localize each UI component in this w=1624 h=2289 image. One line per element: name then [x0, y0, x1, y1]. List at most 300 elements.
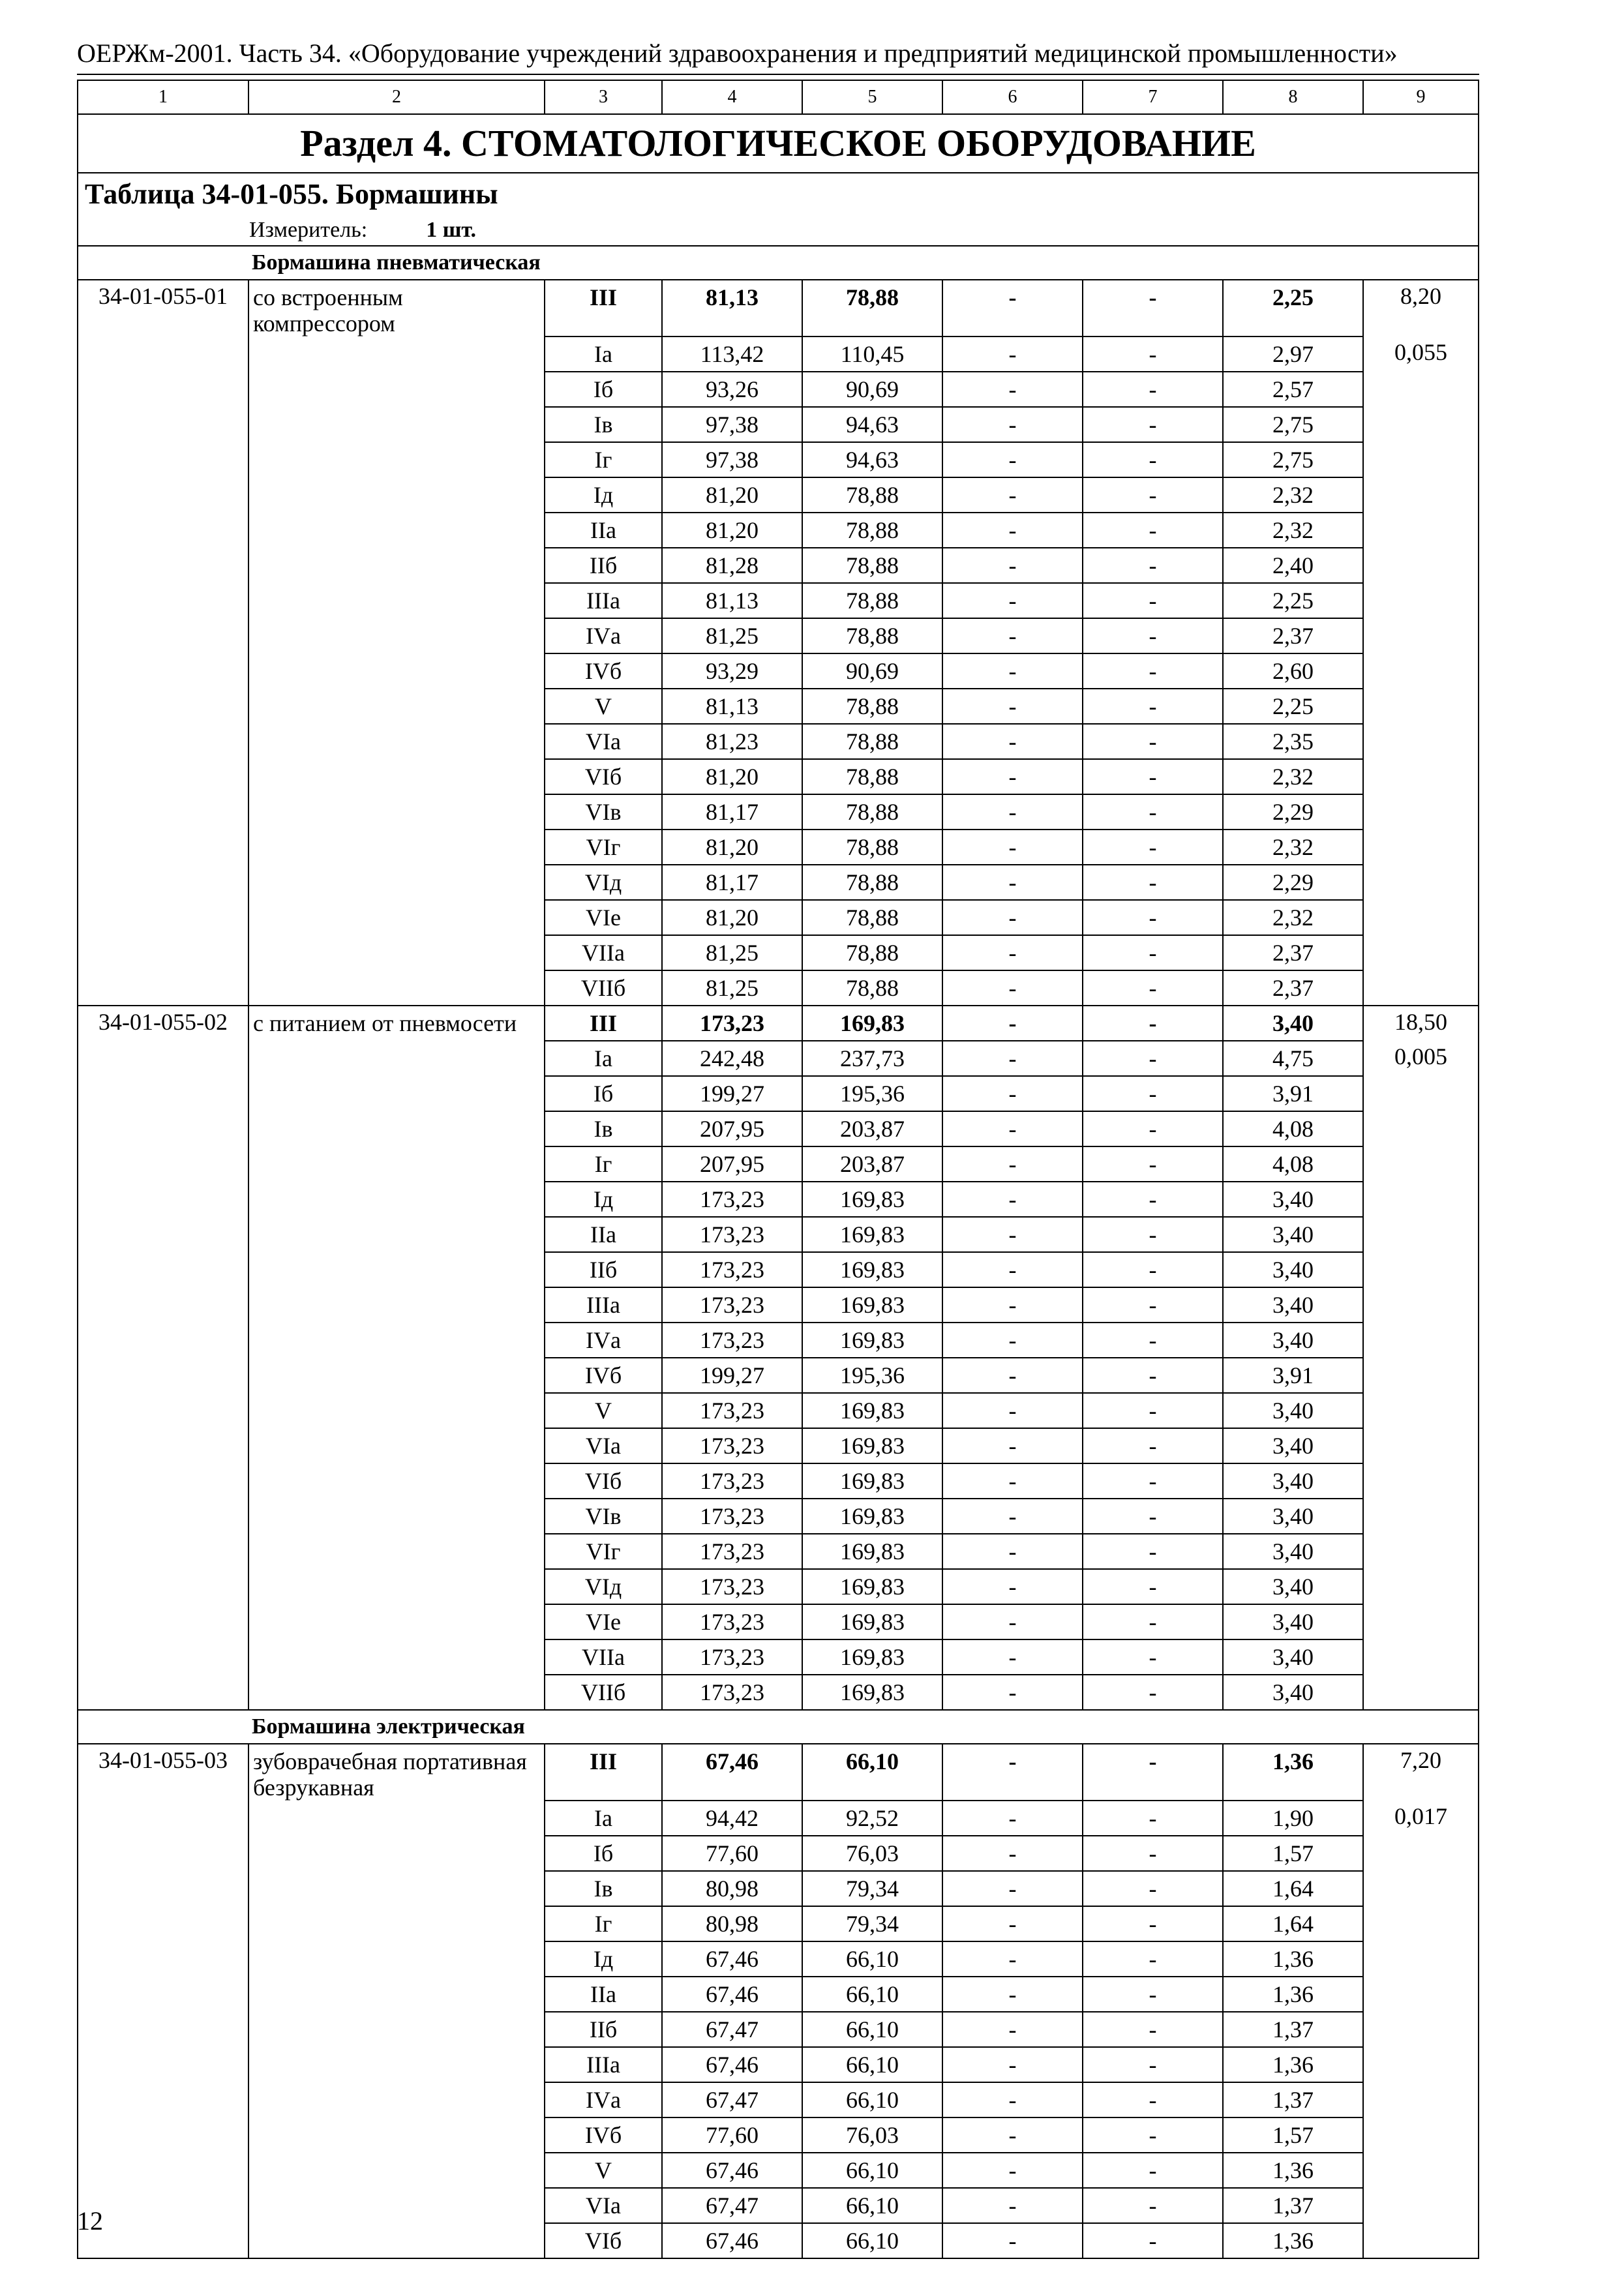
table-cell: -	[942, 794, 1083, 830]
item-code	[78, 1076, 248, 1111]
item-code	[78, 1252, 248, 1287]
table-cell: VIа	[545, 724, 662, 759]
table-row	[78, 280, 1479, 337]
item-code	[78, 724, 248, 759]
table-cell: 81,13	[662, 583, 802, 618]
item-name	[248, 1146, 545, 1182]
item-rate: 0,017	[1363, 1801, 1479, 1836]
item-code	[78, 865, 248, 900]
item-name	[248, 1393, 545, 1428]
table-cell: 1,37	[1223, 2012, 1363, 2047]
item-name	[248, 337, 545, 372]
column-number: 6	[942, 80, 1083, 114]
table-cell: Iг	[545, 442, 662, 477]
table-cell: -	[942, 442, 1083, 477]
item-code	[78, 1041, 248, 1076]
table-cell: 90,69	[802, 372, 942, 407]
item-code	[78, 689, 248, 724]
item-rate	[1363, 477, 1479, 513]
table-cell: -	[942, 1076, 1083, 1111]
item-code	[78, 1499, 248, 1534]
table-row	[78, 1111, 1479, 1146]
item-code: 34-01-055-03	[78, 1744, 248, 1801]
table-cell: 207,95	[662, 1111, 802, 1146]
table-row	[78, 1358, 1479, 1393]
item-name	[248, 1675, 545, 1710]
table-cell: -	[1083, 1801, 1223, 1836]
page-number: 12	[77, 2206, 103, 2236]
item-rate	[1363, 1977, 1479, 2012]
table-cell: 169,83	[802, 1534, 942, 1569]
table-cell: V	[545, 2153, 662, 2188]
table-cell: 3,40	[1223, 1569, 1363, 1604]
table-cell: VIд	[545, 1569, 662, 1604]
item-code: 34-01-055-02	[78, 1006, 248, 1041]
item-name	[248, 1604, 545, 1639]
table-row	[78, 1675, 1479, 1710]
table-cell: IIIа	[545, 2047, 662, 2082]
item-name	[248, 724, 545, 759]
item-name	[248, 794, 545, 830]
table-cell: 1,37	[1223, 2082, 1363, 2117]
group-title: Бормашина пневматическая	[252, 250, 541, 275]
table-cell: VIб	[545, 2223, 662, 2258]
table-row	[78, 1801, 1479, 1836]
item-rate	[1363, 830, 1479, 865]
table-cell: -	[1083, 477, 1223, 513]
table-cell: 1,36	[1223, 1941, 1363, 1977]
table-cell: 78,88	[802, 548, 942, 583]
table-cell: 78,88	[802, 618, 942, 653]
table-cell: -	[1083, 407, 1223, 442]
table-cell: 169,83	[802, 1006, 942, 1041]
table-cell: 3,40	[1223, 1639, 1363, 1675]
table-row	[78, 1871, 1479, 1906]
table-cell: 2,32	[1223, 900, 1363, 935]
item-code	[78, 1534, 248, 1569]
table-cell: 173,23	[662, 1639, 802, 1675]
item-code	[78, 2188, 248, 2223]
table-cell: 169,83	[802, 1323, 942, 1358]
table-row	[78, 1463, 1479, 1499]
item-name	[248, 1041, 545, 1076]
table-cell: -	[1083, 653, 1223, 689]
table-cell: 3,91	[1223, 1076, 1363, 1111]
table-cell: 1,36	[1223, 2223, 1363, 2258]
table-cell: 2,57	[1223, 372, 1363, 407]
table-cell: -	[942, 477, 1083, 513]
table-cell: 67,46	[662, 1744, 802, 1801]
item-name	[248, 1182, 545, 1217]
table-row	[78, 653, 1479, 689]
table-cell: V	[545, 1393, 662, 1428]
table-row	[78, 2223, 1479, 2258]
table-cell: 4,08	[1223, 1111, 1363, 1146]
item-code	[78, 830, 248, 865]
table-cell: 93,29	[662, 653, 802, 689]
table-cell: 66,10	[802, 2153, 942, 2188]
item-code	[78, 372, 248, 407]
table-cell: 1,57	[1223, 1836, 1363, 1871]
table-row	[78, 2117, 1479, 2153]
table-cell: 2,40	[1223, 548, 1363, 583]
table-cell: 81,20	[662, 830, 802, 865]
item-rate	[1363, 2153, 1479, 2188]
table-cell: 203,87	[802, 1146, 942, 1182]
table-cell: 169,83	[802, 1604, 942, 1639]
table-cell: 195,36	[802, 1358, 942, 1393]
table-row	[78, 1217, 1479, 1252]
table-row	[78, 337, 1479, 372]
table-cell: 1,36	[1223, 2047, 1363, 2082]
table-cell: -	[942, 548, 1083, 583]
table-cell: Iг	[545, 1906, 662, 1941]
group-title-row	[78, 246, 1479, 280]
item-rate	[1363, 1287, 1479, 1323]
table-cell: -	[942, 1393, 1083, 1428]
item-rate	[1363, 1675, 1479, 1710]
table-row	[78, 2047, 1479, 2082]
item-rate	[1363, 2223, 1479, 2258]
table-cell: -	[942, 1252, 1083, 1287]
item-rate	[1363, 1463, 1479, 1499]
table-cell: 97,38	[662, 442, 802, 477]
table-cell: 173,23	[662, 1287, 802, 1323]
table-cell: -	[942, 2012, 1083, 2047]
table-cell: -	[942, 372, 1083, 407]
item-code	[78, 1358, 248, 1393]
table-cell: 78,88	[802, 513, 942, 548]
table-cell: -	[1083, 513, 1223, 548]
table-cell: 81,17	[662, 794, 802, 830]
table-cell: 4,08	[1223, 1146, 1363, 1182]
item-rate	[1363, 935, 1479, 970]
table-cell: 80,98	[662, 1871, 802, 1906]
item-rate	[1363, 1871, 1479, 1906]
table-cell: 2,97	[1223, 337, 1363, 372]
table-cell: VIа	[545, 2188, 662, 2223]
table-cell: 67,46	[662, 2223, 802, 2258]
item-rate	[1363, 2117, 1479, 2153]
item-rate	[1363, 513, 1479, 548]
table-cell: 2,37	[1223, 970, 1363, 1006]
table-cell: 2,37	[1223, 618, 1363, 653]
table-row	[78, 2012, 1479, 2047]
item-code	[78, 1111, 248, 1146]
table-cell: 173,23	[662, 1428, 802, 1463]
table-row	[78, 900, 1479, 935]
table-cell: 78,88	[802, 794, 942, 830]
item-name	[248, 900, 545, 935]
table-cell: 67,46	[662, 1977, 802, 2012]
table-cell: 2,25	[1223, 689, 1363, 724]
table-cell: IIIа	[545, 583, 662, 618]
table-cell: -	[1083, 1569, 1223, 1604]
table-cell: VIв	[545, 1499, 662, 1534]
item-code	[78, 900, 248, 935]
table-cell: -	[942, 830, 1083, 865]
table-cell: 3,40	[1223, 1217, 1363, 1252]
item-name	[248, 2012, 545, 2047]
table-cell: VIе	[545, 1604, 662, 1639]
table-cell: -	[1083, 2223, 1223, 2258]
item-rate	[1363, 1146, 1479, 1182]
table-cell: 81,25	[662, 618, 802, 653]
table-cell: -	[1083, 759, 1223, 794]
table-cell: 3,40	[1223, 1604, 1363, 1639]
item-rate	[1363, 970, 1479, 1006]
table-cell: 173,23	[662, 1252, 802, 1287]
table-cell: 94,63	[802, 407, 942, 442]
item-code	[78, 1604, 248, 1639]
item-code	[78, 2012, 248, 2047]
table-cell: 94,63	[802, 442, 942, 477]
table-cell: -	[942, 1041, 1083, 1076]
table-cell: -	[1083, 583, 1223, 618]
table-row	[78, 1287, 1479, 1323]
item-name	[248, 689, 545, 724]
item-code	[78, 935, 248, 970]
item-name: со встроенным компрессором	[248, 280, 545, 337]
item-code	[78, 1906, 248, 1941]
table-cell: -	[942, 653, 1083, 689]
column-number: 8	[1223, 80, 1363, 114]
table-cell: -	[942, 1604, 1083, 1639]
column-number: 7	[1083, 80, 1223, 114]
table-cell: -	[1083, 724, 1223, 759]
table-cell: 169,83	[802, 1287, 942, 1323]
item-name	[248, 1217, 545, 1252]
item-name	[248, 1499, 545, 1534]
table-cell: 3,91	[1223, 1358, 1363, 1393]
item-name	[248, 1323, 545, 1358]
table-cell: -	[1083, 1182, 1223, 1217]
item-name	[248, 618, 545, 653]
table-cell: 207,95	[662, 1146, 802, 1182]
table-cell: -	[1083, 900, 1223, 935]
table-row	[78, 1252, 1479, 1287]
table-cell: 97,38	[662, 407, 802, 442]
table-cell: 173,23	[662, 1675, 802, 1710]
table-cell: -	[1083, 1358, 1223, 1393]
table-cell: 81,13	[662, 689, 802, 724]
item-rate	[1363, 372, 1479, 407]
item-rate	[1363, 653, 1479, 689]
table-cell: -	[942, 1534, 1083, 1569]
item-rate	[1363, 2188, 1479, 2223]
table-cell: 78,88	[802, 477, 942, 513]
table-cell: -	[942, 2223, 1083, 2258]
item-name	[248, 1941, 545, 1977]
table-cell: 173,23	[662, 1463, 802, 1499]
table-cell: 78,88	[802, 900, 942, 935]
item-code	[78, 1463, 248, 1499]
table-cell: 3,40	[1223, 1428, 1363, 1463]
item-name	[248, 442, 545, 477]
table-cell: -	[942, 2047, 1083, 2082]
table-cell: -	[1083, 794, 1223, 830]
item-rate	[1363, 1428, 1479, 1463]
table-cell: 81,20	[662, 513, 802, 548]
table-cell: -	[942, 1675, 1083, 1710]
table-row	[78, 548, 1479, 583]
table-cell: 78,88	[802, 759, 942, 794]
table-row	[78, 689, 1479, 724]
table-cell: -	[942, 1836, 1083, 1871]
item-rate: 18,50	[1363, 1006, 1479, 1041]
table-cell: -	[1083, 1146, 1223, 1182]
item-name	[248, 2082, 545, 2117]
table-cell: 169,83	[802, 1217, 942, 1252]
table-cell: 3,40	[1223, 1534, 1363, 1569]
table-cell: Iв	[545, 1111, 662, 1146]
table-cell: -	[942, 970, 1083, 1006]
item-code	[78, 2082, 248, 2117]
item-name	[248, 372, 545, 407]
item-code	[78, 653, 248, 689]
item-code	[78, 2047, 248, 2082]
table-cell: IIа	[545, 1217, 662, 1252]
item-name	[248, 1836, 545, 1871]
item-rate	[1363, 689, 1479, 724]
table-cell: 2,29	[1223, 865, 1363, 900]
table-cell: IIа	[545, 513, 662, 548]
table-cell: -	[1083, 2012, 1223, 2047]
table-cell: 169,83	[802, 1499, 942, 1534]
table-cell: -	[942, 1906, 1083, 1941]
table-cell: 66,10	[802, 2082, 942, 2117]
table-cell: 67,47	[662, 2012, 802, 2047]
table-row	[78, 759, 1479, 794]
item-name	[248, 548, 545, 583]
table-cell: 67,46	[662, 2153, 802, 2188]
table-cell: V	[545, 689, 662, 724]
table-cell: Iб	[545, 1836, 662, 1871]
table-cell: -	[1083, 1871, 1223, 1906]
item-code	[78, 1977, 248, 2012]
table-cell: -	[1083, 548, 1223, 583]
table-cell: Ia	[545, 337, 662, 372]
table-cell: -	[942, 1744, 1083, 1801]
table-cell: -	[942, 2188, 1083, 2223]
table-cell: 67,47	[662, 2082, 802, 2117]
table-cell: 81,20	[662, 900, 802, 935]
item-code	[78, 794, 248, 830]
item-name	[248, 935, 545, 970]
table-cell: Ia	[545, 1801, 662, 1836]
item-rate	[1363, 1604, 1479, 1639]
table-row	[78, 1499, 1479, 1534]
table-cell: VIIа	[545, 935, 662, 970]
item-code: 34-01-055-01	[78, 280, 248, 337]
table-cell: 81,28	[662, 548, 802, 583]
table-cell: -	[1083, 865, 1223, 900]
table-cell: 169,83	[802, 1463, 942, 1499]
table-cell: -	[1083, 337, 1223, 372]
table-cell: -	[1083, 372, 1223, 407]
table-cell: -	[1083, 1428, 1223, 1463]
table-cell: -	[1083, 618, 1223, 653]
item-code	[78, 477, 248, 513]
table-cell: 77,60	[662, 1836, 802, 1871]
item-code	[78, 442, 248, 477]
item-code	[78, 1941, 248, 1977]
table-cell: 1,64	[1223, 1906, 1363, 1941]
table-row	[78, 724, 1479, 759]
table-row	[78, 1006, 1479, 1041]
table-title: Таблица 34-01-055. Бормашины	[78, 173, 1479, 215]
table-cell: -	[942, 1801, 1083, 1836]
section-title: Раздел 4. СТОМАТОЛОГИЧЕСКОЕ ОБОРУДОВАНИЕ	[78, 114, 1479, 173]
table-cell: IVб	[545, 2117, 662, 2153]
table-cell: 76,03	[802, 2117, 942, 2153]
table-cell: -	[942, 1217, 1083, 1252]
item-name	[248, 653, 545, 689]
item-name	[248, 1906, 545, 1941]
table-cell: 90,69	[802, 653, 942, 689]
group-title: Бормашина электрическая	[252, 1714, 525, 1739]
item-code	[78, 548, 248, 583]
table-cell: 3,40	[1223, 1499, 1363, 1534]
table-cell: -	[1083, 2188, 1223, 2223]
table-cell: 2,32	[1223, 513, 1363, 548]
table-cell: 66,10	[802, 1744, 942, 1801]
table-cell: 66,10	[802, 2012, 942, 2047]
item-rate: 0,005	[1363, 1041, 1479, 1076]
table-cell: 1,90	[1223, 1801, 1363, 1836]
table-cell: Iб	[545, 372, 662, 407]
table-cell: IVа	[545, 618, 662, 653]
table-cell: 94,42	[662, 1801, 802, 1836]
table-row	[78, 372, 1479, 407]
table-cell: -	[1083, 970, 1223, 1006]
table-row	[78, 583, 1479, 618]
table-cell: 3,40	[1223, 1182, 1363, 1217]
table-row	[78, 1146, 1479, 1182]
table-row	[78, 2153, 1479, 2188]
table-cell: 81,13	[662, 280, 802, 337]
table-cell: 3,40	[1223, 1252, 1363, 1287]
item-rate	[1363, 1217, 1479, 1252]
item-name	[248, 2188, 545, 2223]
table-cell: 1,57	[1223, 2117, 1363, 2153]
table-row	[78, 407, 1479, 442]
table-cell: -	[942, 1941, 1083, 1977]
item-code	[78, 1182, 248, 1217]
item-name	[248, 865, 545, 900]
table-cell: -	[1083, 1287, 1223, 1323]
table-cell: -	[942, 1287, 1083, 1323]
table-cell: 76,03	[802, 1836, 942, 1871]
table-cell: 66,10	[802, 2188, 942, 2223]
item-code	[78, 2223, 248, 2258]
item-code	[78, 2153, 248, 2188]
table-cell: 78,88	[802, 280, 942, 337]
item-rate	[1363, 1499, 1479, 1534]
table-cell: 169,83	[802, 1252, 942, 1287]
table-cell: 2,32	[1223, 830, 1363, 865]
item-code	[78, 1393, 248, 1428]
table-cell: 173,23	[662, 1323, 802, 1358]
item-name	[248, 1463, 545, 1499]
table-cell: 173,23	[662, 1393, 802, 1428]
table-cell: -	[942, 337, 1083, 372]
item-name	[248, 2223, 545, 2258]
table-cell: 169,83	[802, 1393, 942, 1428]
table-row	[78, 442, 1479, 477]
table-cell: 199,27	[662, 1076, 802, 1111]
table-cell: -	[942, 2082, 1083, 2117]
